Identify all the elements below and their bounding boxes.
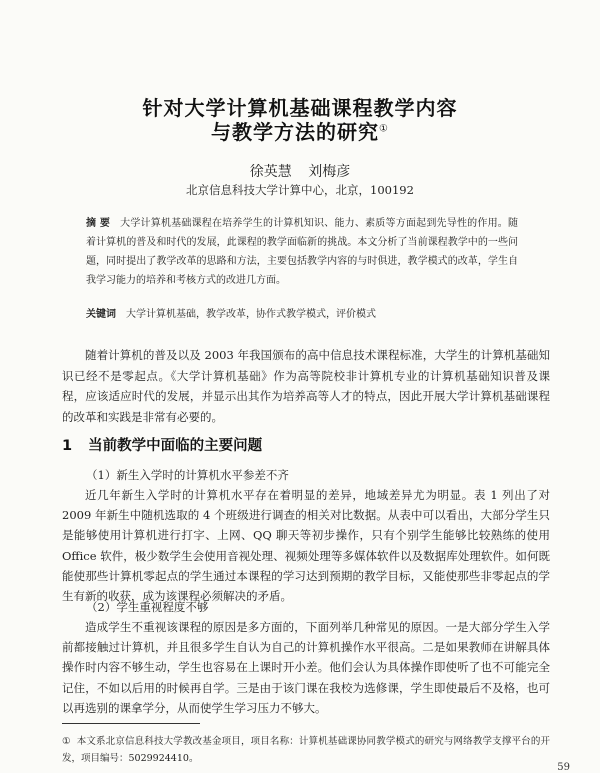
keywords-label: 关键词 <box>86 309 116 320</box>
abstract <box>86 214 518 290</box>
abstract-text: 大学计算机基础课程在培养学生的计算机知识、能力、素质等方面起到先导性的作用。随着计算机的普及和时代的发展，此课程的教学面临新的挑战。本文分析了当前课程教学中的一些问题，同时提出了教学改革的思路和方法，主要包括教学内容的与时俱进，教学模式的改革，学生自我学习能力的培养和考核方式的改进几方面。 <box>86 218 519 286</box>
subsection-heading-1: （1）新生入学时的计算机水平参差不齐 <box>86 468 289 482</box>
subsection-paragraph-2: 造成学生不重视该课程的原因是多方面的，下面列举几种常见的原因。一是大部分学生入学前都接触过计算机，并且很多学生自认为自己的计算机操作水平很高。二是如果教师在讲解具体操作时内容不够生动，学生也容易在上课时开小差。他们会认为具体操作即使听了也不可能完全记住，不如以后用的时候再自学。三是由于该门课在我校为选修课，学生即使最后不及格，也可以再选别的课拿学分，从而使学生学习压力不够大。 <box>62 620 550 715</box>
title-footnote-mark: ① <box>379 123 389 135</box>
paper-title-line2 <box>0 116 600 145</box>
intro-paragraph: 随着计算机的普及以及 2003 年我国颁布的高中信息技术课程标准，大学生的计算机基础知识已经不是零起点。《大学计算机基础》作为高等院校非计算机专业的计算机基础知识普及课程，应该适应时代的发展，并显示出其作为培养高等人才的特点，因此开展大学计算机基础课程的改革和实践是非常有必要的。 <box>62 348 550 424</box>
subsection-heading-2: （2）学生重视程度不够 <box>86 600 209 614</box>
keywords <box>86 305 518 320</box>
subsection-body-2 <box>62 617 550 718</box>
subsection-paragraph-1: 近几年新生入学时的计算机水平存在着明显的差异，地域差异尤为明显。表 1 列出了对 2009 年新生中随机选取的 4 个班级进行调查的相关对比数据。从表中可以看出，大部分学生只是能够使用计算机进行打字、上网、QQ 聊天等初步操作，只有个别学生能够比较熟练的使用 Office 软件，极少数学生会使用音视处理、视频处理等多媒体软件以及数据库处理软件。如何既能使那些计算机零起点的学生通过本课程的学习达到预期的教学目标，又能使那些非零起点的学生有新的收获，成为该课程必须解决的矛盾。 <box>62 488 550 604</box>
page-number: 59 <box>557 762 570 773</box>
footnote-divider <box>62 723 200 724</box>
introduction <box>62 345 550 427</box>
paper-title-line1: 针对大学计算机基础课程教学内容 <box>142 96 458 120</box>
footnote-text: 本文系北京信息科技大学教改基金项目，项目名称：计算机基础课协同教学模式的研究与网络教学支撑平台的开发，项目编号：5029924410。 <box>62 736 550 764</box>
paper-title-line2-text: 与教学方法的研究 <box>211 120 380 144</box>
section-heading <box>62 434 262 455</box>
keywords-text: 大学计算机基础，教学改革，协作式教学模式，评价模式 <box>126 309 376 320</box>
abstract-label: 摘 要 <box>86 218 111 229</box>
footnote <box>62 733 550 767</box>
section-title: 当前教学中面临的主要问题 <box>88 438 263 454</box>
subsection-body-1 <box>62 485 550 606</box>
authors: 徐英慧 刘梅彦 <box>249 164 351 180</box>
section-number: 1 <box>62 438 73 454</box>
footnote-mark: ① <box>62 736 71 747</box>
affiliation: 北京信息科技大学计算中心，北京，100192 <box>186 183 414 197</box>
